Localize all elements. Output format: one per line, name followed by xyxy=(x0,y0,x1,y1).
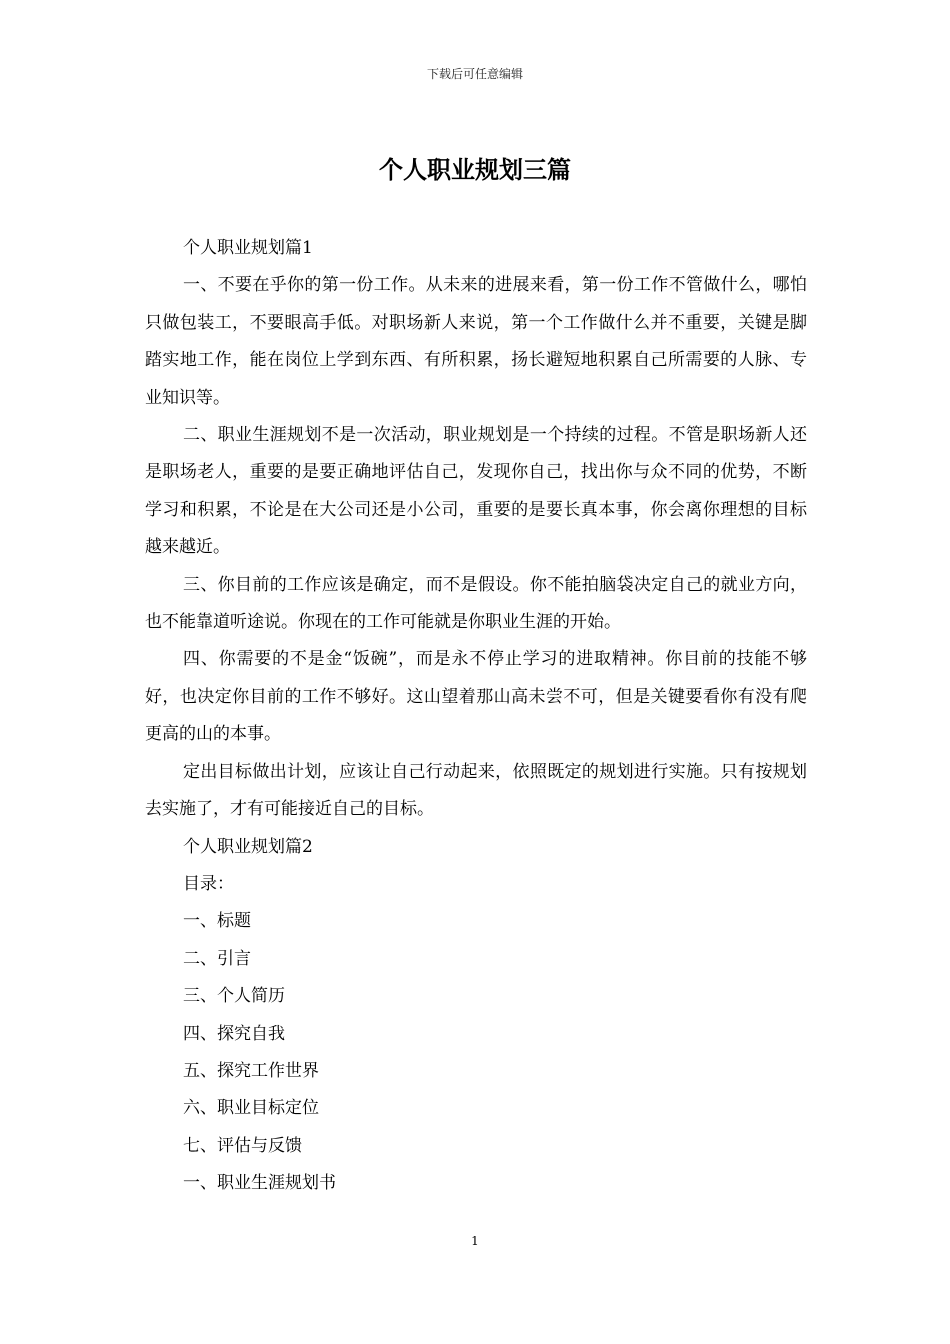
toc-item: 二、引言 xyxy=(183,948,251,969)
toc-item: 三、个人简历 xyxy=(183,986,285,1007)
document-title: 个人职业规划三篇 xyxy=(379,155,571,184)
paragraph-2: 二、职业生涯规划不是一次活动，职业规划是一个持续的过程。不管是职场新人还是职场老人，重要的是要正确地评估自己，发现你自己，找出你与众不同的优势，不断学习和积累，不论是在大公司还是小公司，重要的是要长真本事，你会离你理想的目标越来越近。 xyxy=(145,425,807,558)
subsection-heading: 一、职业生涯规划书 xyxy=(183,1173,336,1194)
paragraph-5: 定出目标做出计划，应该让自己行动起来，依照既定的规划进行实施。只有按规划去实施了，才有可能接近自己的目标。 xyxy=(145,761,807,820)
document-body xyxy=(145,230,807,1203)
toc-item: 四、探究自我 xyxy=(183,1023,285,1044)
toc-item: 一、标题 xyxy=(183,911,251,932)
toc-item: 六、职业目标定位 xyxy=(183,1098,319,1119)
section-heading-1: 个人职业规划篇1 xyxy=(183,238,313,258)
page-number: 1 xyxy=(471,1234,479,1248)
paragraph-3: 三、你目前的工作应该是确定，而不是假设。你不能拍脑袋决定自己的就业方向，也不能靠道听途说。你现在的工作可能就是你职业生涯的开始。 xyxy=(145,574,807,633)
paragraph-1: 一、不要在乎你的第一份工作。从未来的进展来看，第一份工作不管做什么，哪怕只做包装工，不要眼高手低。对职场新人来说，第一个工作做什么并不重要，关键是脚踏实地工作，能在岗位上学到东西、有所积累，扬长避短地积累自己所需要的人脉、专业知识等。 xyxy=(145,275,807,408)
toc-label: 目录： xyxy=(183,873,234,894)
toc-item: 七、评估与反馈 xyxy=(183,1135,302,1156)
section-heading-2: 个人职业规划篇2 xyxy=(183,836,313,857)
paragraph-4: 四、你需要的不是金“饭碗”，而是永不停止学习的进取精神。你目前的技能不够好，也决定你目前的工作不够好。这山望着那山高未尝不可，但是关键要看你有没有爬更高的山的本事。 xyxy=(145,649,807,745)
toc-item: 五、探究工作世界 xyxy=(183,1060,319,1081)
page-header-note: 下载后可任意编辑 xyxy=(426,67,523,81)
